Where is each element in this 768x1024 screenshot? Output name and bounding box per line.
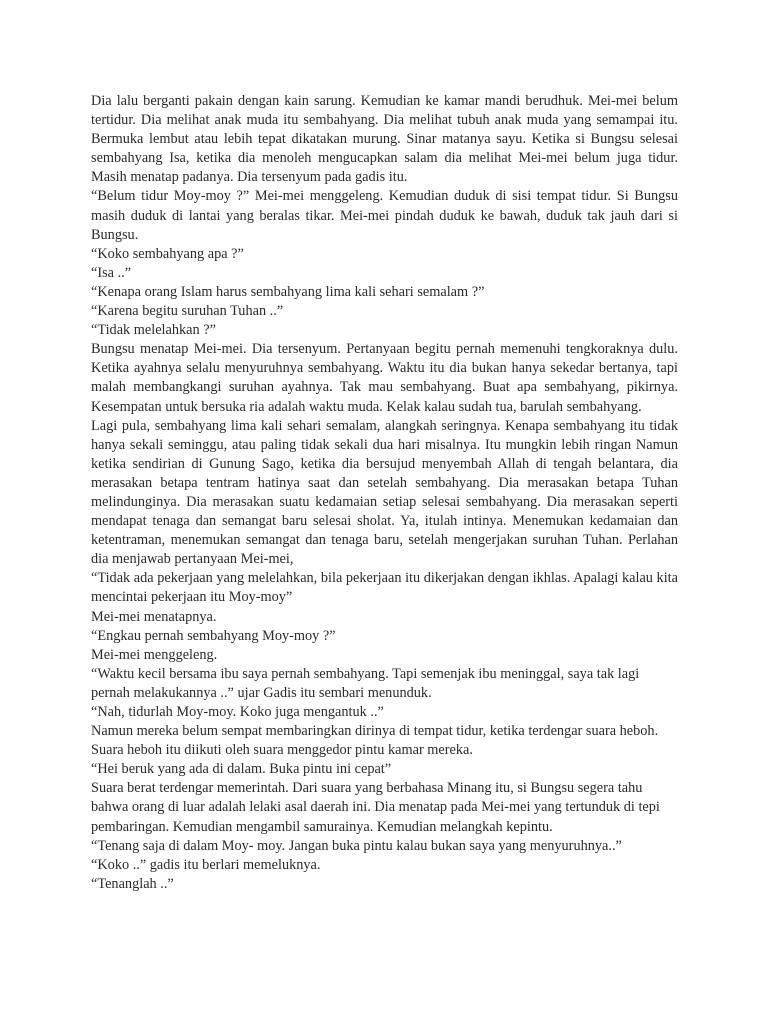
paragraph: Lagi pula, sembahyang lima kali sehari semalam, alangkah seringnya. Kenapa sembahyang itu tidak hanya sekali seminggu, atau paling tidak sekali dua hari misalnya. Itu mungkin lebih ringan Namun ketika sendirian di Gunung Sago, ketika dia bersujud menyembah Allah di tengah belantara, dia merasakan betapa tentram hatinya saat dan setelah sembahyang. Dia merasakan betapa Tuhan melindunginya. Dia merasakan suatu kedamaian setiap selesai sembahyang. Dia merasakan seperti mendapat tenaga dan semangat baru selesai sholat. Ya, itulah intinya. Menemukan kedamaian dan ketentraman, menemukan semangat dan tenaga baru, setelah mengerjakan suruhan Tuhan. Perlahan dia menjawab pertanyaan Mei-mei, [91,417,678,568]
paragraph: Bungsu menatap Mei-mei. Dia tersenyum. Pertanyaan begitu pernah memenuhi tengkoraknya dulu. Ketika ayahnya selalu menyuruhnya sembahyang. Waktu itu dia bukan hanya sekedar bertanya, tapi malah membangkangi suruhan ayahnya. Tak mau sembahyang. Buat apa sembahyang, pikirnya. Kesempatan untuk bersuka ria adalah waktu muda. Kelak kalau sudah tua, barulah sembahyang. [91,341,678,415]
paragraph: Namun mereka belum sempat membaringkan dirinya di tempat tidur, ketika terdengar suara heboh. Suara heboh itu diikuti oleh suara menggedor pintu kamar mereka. [91,723,659,759]
paragraph: “Tidak ada pekerjaan yang melelahkan, bila pekerjaan itu dikerjakan dengan ikhlas. Apalagi kalau kita mencintai pekerjaan itu Moy-moy” [91,570,678,606]
paragraph: “Isa ..” [91,264,132,281]
paragraph: “Koko sembahyang apa ?” [91,245,244,262]
paragraph: “Kenapa orang Islam harus sembahyang lima kali sehari semalam ?” [91,283,485,300]
paragraph: “Belum tidur Moy-moy ?” Mei-mei menggeleng. Kemudian duduk di sisi tempat tidur. Si Bungsu masih duduk di lantai yang beralas tikar. Mei-mei pindah duduk ke bawah, duduk tak jauh dari si Bungsu. [91,188,678,243]
document-page [91,92,678,894]
paragraph: Mei-mei menatapnya. [91,608,217,625]
paragraph: Mei-mei menggeleng. [91,646,218,663]
paragraph: Dia lalu berganti pakain dengan kain sarung. Kemudian ke kamar mandi berudhuk. Mei-mei belum tertidur. Dia melihat anak muda itu sembahyang. Dia melihat tubuh anak muda yang semampai itu. Bermuka lembut atau lebih tepat dikatakan murung. Sinar matanya sayu. Ketika si Bungsu selesai sembahyang Isa, ketika dia menoleh mengucapkan salam dia melihat Mei-mei belum juga tidur. Masih menatap padanya. Dia tersenyum pada gadis itu. [91,93,678,186]
paragraph: Suara berat terdengar memerintah. Dari suara yang berbahasa Minang itu, si Bungsu segera tahu bahwa orang di luar adalah lelaki asal daerah ini. Dia menatap pada Mei-mei yang tertunduk di tepi pembaringan. Kemudian mengambil samurainya. Kemudian melangkah kepintu. [91,780,660,835]
paragraph: “Karena begitu suruhan Tuhan ..” [91,303,284,320]
paragraph: “Tenang saja di dalam Moy- moy. Jangan buka pintu kalau bukan saya yang menyuruhnya..” [91,837,622,854]
paragraph: “Nah, tidurlah Moy-moy. Koko juga mengantuk ..” [91,704,384,720]
paragraph: “Tidak melelahkan ?” [91,322,216,339]
paragraph: “Waktu kecil bersama ibu saya pernah sembahyang. Tapi semenjak ibu meninggal, saya tak lagi pernah melakukannya ..” ujar Gadis itu sembari menunduk. [91,665,640,701]
paragraph: “Hei beruk yang ada di dalam. Buka pintu ini cepat” [91,761,392,778]
paragraph: “Koko ..” gadis itu berlari memeluknya. [91,856,321,873]
paragraph: “Tenanglah ..” [91,875,174,892]
paragraph: “Engkau pernah sembahyang Moy-moy ?” [91,627,336,644]
